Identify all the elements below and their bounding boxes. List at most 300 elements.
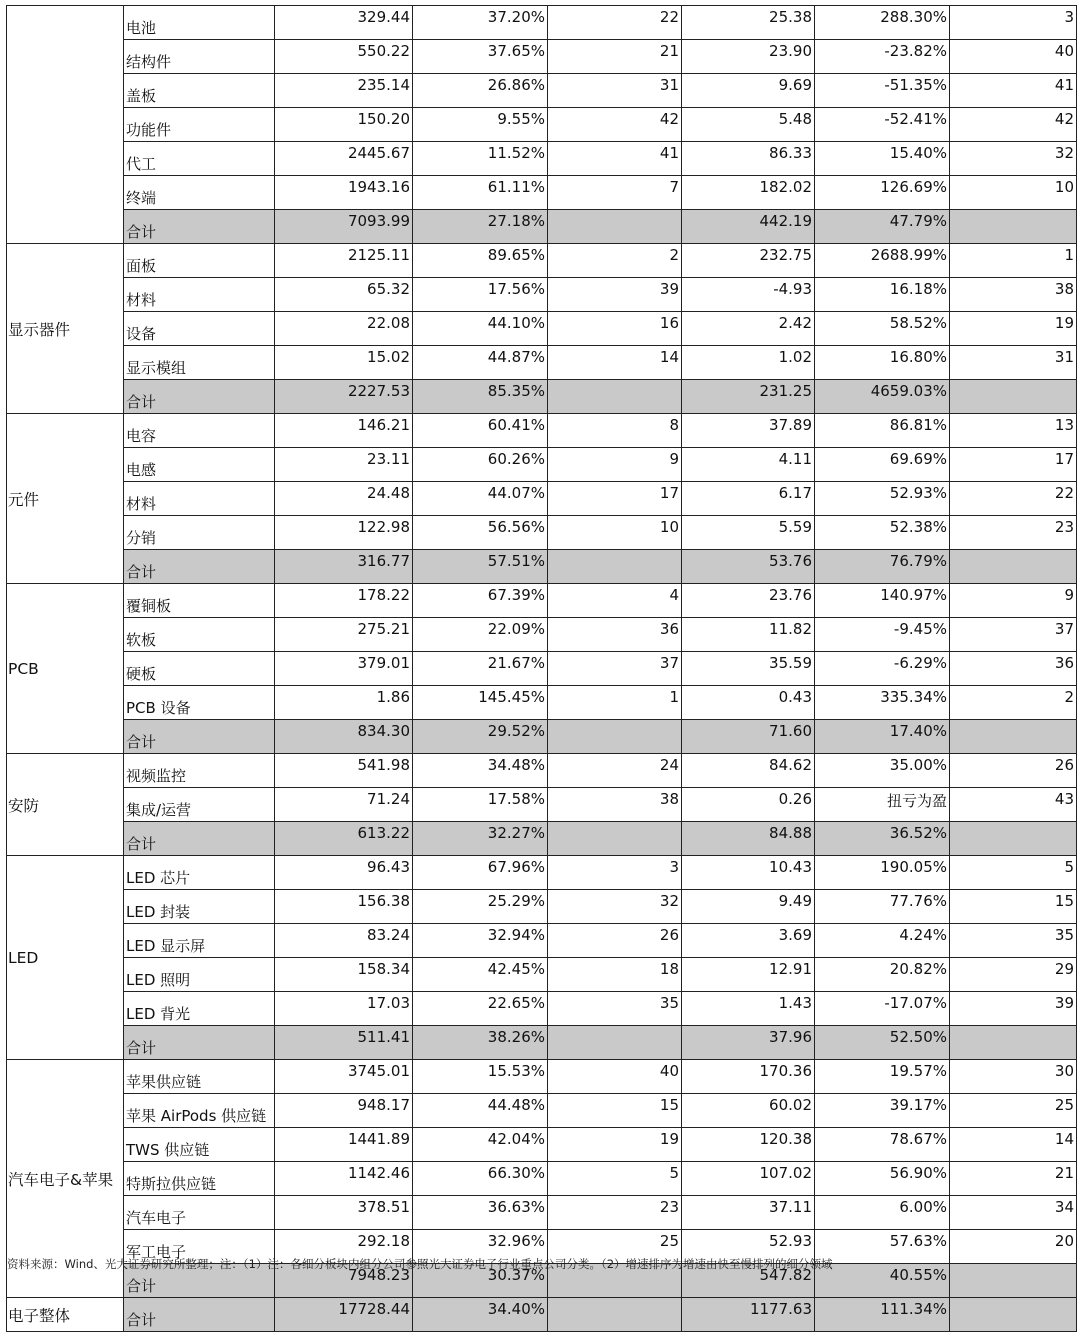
industry-segment-table-container (6, 5, 1076, 1332)
segment-name-cell: LED 封装 (124, 890, 275, 924)
value-1-cell: 65.32 (275, 278, 413, 312)
value-3-cell: 53.76 (682, 550, 815, 584)
rank-1-cell: 38 (548, 788, 682, 822)
value-1-cell: 24.48 (275, 482, 413, 516)
rank-2-cell: 21 (950, 1162, 1077, 1196)
value-2-cell: 34.40% (413, 1298, 548, 1332)
segment-name-cell: LED 显示屏 (124, 924, 275, 958)
total-row (7, 720, 1077, 754)
value-2-cell: 9.55% (413, 108, 548, 142)
segment-name-cell: 电池 (124, 6, 275, 40)
value-1-cell: 158.34 (275, 958, 413, 992)
rank-1-cell: 26 (548, 924, 682, 958)
rank-1-cell: 17 (548, 482, 682, 516)
rank-2-cell: 13 (950, 414, 1077, 448)
value-4-cell: -23.82% (815, 40, 950, 74)
rank-1-cell: 35 (548, 992, 682, 1026)
value-2-cell: 27.18% (413, 210, 548, 244)
rank-2-cell (950, 380, 1077, 414)
segment-name-cell: 合计 (124, 822, 275, 856)
rank-1-cell: 21 (548, 40, 682, 74)
rank-2-cell: 25 (950, 1094, 1077, 1128)
rank-1-cell: 40 (548, 1060, 682, 1094)
value-4-cell: 35.00% (815, 754, 950, 788)
value-2-cell: 37.20% (413, 6, 548, 40)
rank-1-cell: 24 (548, 754, 682, 788)
segment-name-cell: 材料 (124, 482, 275, 516)
value-1-cell: 235.14 (275, 74, 413, 108)
rank-2-cell: 19 (950, 312, 1077, 346)
group-name-cell: PCB (7, 584, 124, 754)
table-row (7, 584, 1077, 618)
table-row (7, 652, 1077, 686)
total-row (7, 1298, 1077, 1332)
segment-name-cell: 军工电子 (124, 1230, 275, 1264)
rank-1-cell: 23 (548, 1196, 682, 1230)
value-1-cell: 1.86 (275, 686, 413, 720)
segment-name-cell: 苹果 AirPods 供应链 (124, 1094, 275, 1128)
value-3-cell: 442.19 (682, 210, 815, 244)
table-row (7, 958, 1077, 992)
segment-name-cell: 硬板 (124, 652, 275, 686)
value-1-cell: 7948.23 (275, 1264, 413, 1298)
value-1-cell: 379.01 (275, 652, 413, 686)
value-3-cell: 52.93 (682, 1230, 815, 1264)
rank-2-cell: 36 (950, 652, 1077, 686)
value-2-cell: 60.41% (413, 414, 548, 448)
value-4-cell: 17.40% (815, 720, 950, 754)
rank-2-cell: 3 (950, 6, 1077, 40)
rank-2-cell: 37 (950, 618, 1077, 652)
table-row (7, 924, 1077, 958)
value-4-cell: 56.90% (815, 1162, 950, 1196)
value-4-cell: 52.38% (815, 516, 950, 550)
group-name-cell (7, 6, 124, 244)
value-1-cell: 150.20 (275, 108, 413, 142)
value-4-cell: -51.35% (815, 74, 950, 108)
value-4-cell: 扭亏为盈 (815, 788, 950, 822)
value-4-cell: -9.45% (815, 618, 950, 652)
rank-1-cell: 32 (548, 890, 682, 924)
rank-1-cell (548, 550, 682, 584)
segment-name-cell: 汽车电子 (124, 1196, 275, 1230)
rank-1-cell: 9 (548, 448, 682, 482)
source-note: 资料来源：Wind、光大证券研究所整理；注：（1）注：各细分板块内组分公司参照光大证券电子行业重点公司分类。（2）增速排序为增速由快至慢排列的细分领域 (7, 1257, 833, 1271)
rank-1-cell (548, 1026, 682, 1060)
rank-2-cell: 41 (950, 74, 1077, 108)
value-1-cell: 15.02 (275, 346, 413, 380)
table-row (7, 6, 1077, 40)
rank-1-cell: 2 (548, 244, 682, 278)
value-1-cell: 71.24 (275, 788, 413, 822)
value-2-cell: 11.52% (413, 142, 548, 176)
rank-1-cell: 19 (548, 1128, 682, 1162)
total-row (7, 550, 1077, 584)
rank-1-cell: 10 (548, 516, 682, 550)
value-2-cell: 32.96% (413, 1230, 548, 1264)
table-row (7, 686, 1077, 720)
segment-name-cell: 材料 (124, 278, 275, 312)
value-2-cell: 145.45% (413, 686, 548, 720)
value-3-cell: 547.82 (682, 1264, 815, 1298)
table-row (7, 312, 1077, 346)
value-4-cell: 335.34% (815, 686, 950, 720)
segment-name-cell: 设备 (124, 312, 275, 346)
segment-name-cell: 面板 (124, 244, 275, 278)
value-1-cell: 156.38 (275, 890, 413, 924)
value-3-cell: 0.43 (682, 686, 815, 720)
value-2-cell: 17.58% (413, 788, 548, 822)
rank-2-cell (950, 1026, 1077, 1060)
rank-2-cell: 32 (950, 142, 1077, 176)
total-row (7, 380, 1077, 414)
value-2-cell: 37.65% (413, 40, 548, 74)
table-row (7, 1094, 1077, 1128)
value-4-cell: 6.00% (815, 1196, 950, 1230)
segment-name-cell: LED 背光 (124, 992, 275, 1026)
rank-2-cell (950, 1264, 1077, 1298)
value-2-cell: 34.48% (413, 754, 548, 788)
value-3-cell: 37.89 (682, 414, 815, 448)
value-4-cell: 57.63% (815, 1230, 950, 1264)
value-1-cell: 541.98 (275, 754, 413, 788)
value-4-cell: 78.67% (815, 1128, 950, 1162)
segment-name-cell: 合计 (124, 1264, 275, 1298)
value-4-cell: 58.52% (815, 312, 950, 346)
rank-2-cell (950, 720, 1077, 754)
rank-1-cell: 18 (548, 958, 682, 992)
rank-1-cell: 4 (548, 584, 682, 618)
value-3-cell: 60.02 (682, 1094, 815, 1128)
segment-name-cell: LED 照明 (124, 958, 275, 992)
value-4-cell: 288.30% (815, 6, 950, 40)
value-3-cell: 84.88 (682, 822, 815, 856)
table-row (7, 1196, 1077, 1230)
value-4-cell: 39.17% (815, 1094, 950, 1128)
segment-name-cell: 视频监控 (124, 754, 275, 788)
segment-name-cell: 合计 (124, 1026, 275, 1060)
value-1-cell: 2445.67 (275, 142, 413, 176)
value-3-cell: 23.90 (682, 40, 815, 74)
value-1-cell: 316.77 (275, 550, 413, 584)
value-2-cell: 67.39% (413, 584, 548, 618)
value-4-cell: 52.50% (815, 1026, 950, 1060)
rank-1-cell (548, 720, 682, 754)
table-row (7, 856, 1077, 890)
group-name-cell: 安防 (7, 754, 124, 856)
segment-name-cell: 合计 (124, 210, 275, 244)
value-4-cell: 140.97% (815, 584, 950, 618)
value-1-cell: 122.98 (275, 516, 413, 550)
value-4-cell: 20.82% (815, 958, 950, 992)
value-3-cell: -4.93 (682, 278, 815, 312)
value-1-cell: 22.08 (275, 312, 413, 346)
rank-1-cell: 31 (548, 74, 682, 108)
value-2-cell: 44.87% (413, 346, 548, 380)
value-2-cell: 56.56% (413, 516, 548, 550)
value-2-cell: 44.10% (413, 312, 548, 346)
value-2-cell: 57.51% (413, 550, 548, 584)
value-1-cell: 17728.44 (275, 1298, 413, 1332)
value-2-cell: 42.45% (413, 958, 548, 992)
table-row (7, 754, 1077, 788)
rank-2-cell (950, 1298, 1077, 1332)
value-1-cell: 2227.53 (275, 380, 413, 414)
value-1-cell: 146.21 (275, 414, 413, 448)
value-2-cell: 17.56% (413, 278, 548, 312)
value-1-cell: 550.22 (275, 40, 413, 74)
segment-name-cell: 显示模组 (124, 346, 275, 380)
value-4-cell: 2688.99% (815, 244, 950, 278)
rank-1-cell: 41 (548, 142, 682, 176)
value-3-cell: 3.69 (682, 924, 815, 958)
rank-1-cell: 42 (548, 108, 682, 142)
table-body (7, 6, 1077, 1332)
value-4-cell: 69.69% (815, 448, 950, 482)
value-4-cell: 16.80% (815, 346, 950, 380)
rank-1-cell: 15 (548, 1094, 682, 1128)
rank-1-cell (548, 1298, 682, 1332)
table-row (7, 618, 1077, 652)
value-2-cell: 38.26% (413, 1026, 548, 1060)
segment-name-cell: PCB 设备 (124, 686, 275, 720)
segment-name-cell: 合计 (124, 550, 275, 584)
value-2-cell: 67.96% (413, 856, 548, 890)
rank-2-cell: 1 (950, 244, 1077, 278)
value-1-cell: 948.17 (275, 1094, 413, 1128)
rank-2-cell: 15 (950, 890, 1077, 924)
total-row (7, 210, 1077, 244)
value-3-cell: 2.42 (682, 312, 815, 346)
value-2-cell: 44.48% (413, 1094, 548, 1128)
rank-1-cell (548, 210, 682, 244)
table-row (7, 1128, 1077, 1162)
value-3-cell: 86.33 (682, 142, 815, 176)
rank-1-cell: 37 (548, 652, 682, 686)
segment-name-cell: 结构件 (124, 40, 275, 74)
group-name-cell: 汽车电子&苹果 (7, 1060, 124, 1298)
segment-name-cell: LED 芯片 (124, 856, 275, 890)
value-2-cell: 32.94% (413, 924, 548, 958)
segment-name-cell: 软板 (124, 618, 275, 652)
value-1-cell: 1142.46 (275, 1162, 413, 1196)
rank-2-cell (950, 550, 1077, 584)
value-3-cell: 37.96 (682, 1026, 815, 1060)
value-3-cell: 10.43 (682, 856, 815, 890)
value-1-cell: 83.24 (275, 924, 413, 958)
rank-2-cell (950, 210, 1077, 244)
value-1-cell: 1943.16 (275, 176, 413, 210)
rank-1-cell: 5 (548, 1162, 682, 1196)
table-row (7, 74, 1077, 108)
segment-name-cell: 覆铜板 (124, 584, 275, 618)
table-row (7, 108, 1077, 142)
table-row (7, 244, 1077, 278)
value-4-cell: 76.79% (815, 550, 950, 584)
rank-2-cell: 22 (950, 482, 1077, 516)
rank-1-cell: 3 (548, 856, 682, 890)
value-3-cell: 1.43 (682, 992, 815, 1026)
value-3-cell: 25.38 (682, 6, 815, 40)
segment-name-cell: 苹果供应链 (124, 1060, 275, 1094)
value-3-cell: 107.02 (682, 1162, 815, 1196)
value-1-cell: 275.21 (275, 618, 413, 652)
value-4-cell: -6.29% (815, 652, 950, 686)
segment-name-cell: 合计 (124, 380, 275, 414)
value-4-cell: 47.79% (815, 210, 950, 244)
rank-1-cell: 39 (548, 278, 682, 312)
value-2-cell: 42.04% (413, 1128, 548, 1162)
value-4-cell: 16.18% (815, 278, 950, 312)
rank-2-cell: 23 (950, 516, 1077, 550)
segment-name-cell: 盖板 (124, 74, 275, 108)
rank-2-cell: 42 (950, 108, 1077, 142)
value-1-cell: 511.41 (275, 1026, 413, 1060)
value-4-cell: 15.40% (815, 142, 950, 176)
value-3-cell: 232.75 (682, 244, 815, 278)
rank-1-cell: 25 (548, 1230, 682, 1264)
rank-2-cell: 9 (950, 584, 1077, 618)
value-4-cell: 86.81% (815, 414, 950, 448)
value-4-cell: -52.41% (815, 108, 950, 142)
rank-1-cell: 22 (548, 6, 682, 40)
value-1-cell: 378.51 (275, 1196, 413, 1230)
value-2-cell: 85.35% (413, 380, 548, 414)
table-row (7, 176, 1077, 210)
rank-2-cell: 34 (950, 1196, 1077, 1230)
rank-2-cell (950, 822, 1077, 856)
table-row (7, 40, 1077, 74)
value-1-cell: 178.22 (275, 584, 413, 618)
value-2-cell: 61.11% (413, 176, 548, 210)
table-row (7, 992, 1077, 1026)
rank-2-cell: 40 (950, 40, 1077, 74)
table-row (7, 788, 1077, 822)
value-1-cell: 613.22 (275, 822, 413, 856)
value-1-cell: 3745.01 (275, 1060, 413, 1094)
value-2-cell: 26.86% (413, 74, 548, 108)
group-name-cell: 显示器件 (7, 244, 124, 414)
value-2-cell: 29.52% (413, 720, 548, 754)
value-2-cell: 44.07% (413, 482, 548, 516)
table-row (7, 278, 1077, 312)
rank-2-cell: 10 (950, 176, 1077, 210)
total-row (7, 822, 1077, 856)
value-3-cell: 6.17 (682, 482, 815, 516)
rank-2-cell: 17 (950, 448, 1077, 482)
value-1-cell: 17.03 (275, 992, 413, 1026)
value-4-cell: 4.24% (815, 924, 950, 958)
segment-name-cell: 集成/运营 (124, 788, 275, 822)
value-3-cell: 84.62 (682, 754, 815, 788)
value-4-cell: 40.55% (815, 1264, 950, 1298)
rank-1-cell: 8 (548, 414, 682, 448)
value-2-cell: 32.27% (413, 822, 548, 856)
value-4-cell: -17.07% (815, 992, 950, 1026)
segment-name-cell: 功能件 (124, 108, 275, 142)
value-3-cell: 120.38 (682, 1128, 815, 1162)
value-3-cell: 23.76 (682, 584, 815, 618)
rank-1-cell: 16 (548, 312, 682, 346)
table-row (7, 482, 1077, 516)
value-3-cell: 12.91 (682, 958, 815, 992)
value-3-cell: 35.59 (682, 652, 815, 686)
value-3-cell: 11.82 (682, 618, 815, 652)
value-4-cell: 4659.03% (815, 380, 950, 414)
value-4-cell: 77.76% (815, 890, 950, 924)
value-3-cell: 0.26 (682, 788, 815, 822)
value-4-cell: 52.93% (815, 482, 950, 516)
rank-2-cell: 35 (950, 924, 1077, 958)
group-name-cell: LED (7, 856, 124, 1060)
value-2-cell: 30.37% (413, 1264, 548, 1298)
value-1-cell: 23.11 (275, 448, 413, 482)
value-4-cell: 36.52% (815, 822, 950, 856)
value-1-cell: 7093.99 (275, 210, 413, 244)
value-3-cell: 71.60 (682, 720, 815, 754)
segment-name-cell: 电感 (124, 448, 275, 482)
value-3-cell: 1177.63 (682, 1298, 815, 1332)
rank-2-cell: 38 (950, 278, 1077, 312)
segment-name-cell: 代工 (124, 142, 275, 176)
value-2-cell: 60.26% (413, 448, 548, 482)
group-name-cell: 电子整体 (7, 1298, 124, 1332)
industry-segment-table (6, 5, 1077, 1332)
value-3-cell: 5.48 (682, 108, 815, 142)
value-3-cell: 9.49 (682, 890, 815, 924)
value-3-cell: 1.02 (682, 346, 815, 380)
value-4-cell: 126.69% (815, 176, 950, 210)
value-1-cell: 2125.11 (275, 244, 413, 278)
value-3-cell: 231.25 (682, 380, 815, 414)
value-2-cell: 66.30% (413, 1162, 548, 1196)
value-3-cell: 5.59 (682, 516, 815, 550)
segment-name-cell: 电容 (124, 414, 275, 448)
rank-1-cell (548, 822, 682, 856)
segment-name-cell: 分销 (124, 516, 275, 550)
segment-name-cell: 特斯拉供应链 (124, 1162, 275, 1196)
value-1-cell: 292.18 (275, 1230, 413, 1264)
table-row (7, 1162, 1077, 1196)
rank-2-cell: 14 (950, 1128, 1077, 1162)
value-2-cell: 22.09% (413, 618, 548, 652)
rank-1-cell: 1 (548, 686, 682, 720)
segment-name-cell: 终端 (124, 176, 275, 210)
segment-name-cell: TWS 供应链 (124, 1128, 275, 1162)
rank-2-cell: 26 (950, 754, 1077, 788)
total-row (7, 1026, 1077, 1060)
value-3-cell: 9.69 (682, 74, 815, 108)
value-1-cell: 834.30 (275, 720, 413, 754)
rank-1-cell: 7 (548, 176, 682, 210)
table-row (7, 142, 1077, 176)
rank-2-cell: 2 (950, 686, 1077, 720)
table-row (7, 414, 1077, 448)
value-3-cell: 4.11 (682, 448, 815, 482)
table-row (7, 448, 1077, 482)
value-2-cell: 36.63% (413, 1196, 548, 1230)
segment-name-cell: 合计 (124, 720, 275, 754)
value-2-cell: 21.67% (413, 652, 548, 686)
value-3-cell: 37.11 (682, 1196, 815, 1230)
rank-2-cell: 20 (950, 1230, 1077, 1264)
table-row (7, 1060, 1077, 1094)
value-2-cell: 89.65% (413, 244, 548, 278)
rank-2-cell: 31 (950, 346, 1077, 380)
value-2-cell: 22.65% (413, 992, 548, 1026)
value-1-cell: 1441.89 (275, 1128, 413, 1162)
rank-2-cell: 29 (950, 958, 1077, 992)
